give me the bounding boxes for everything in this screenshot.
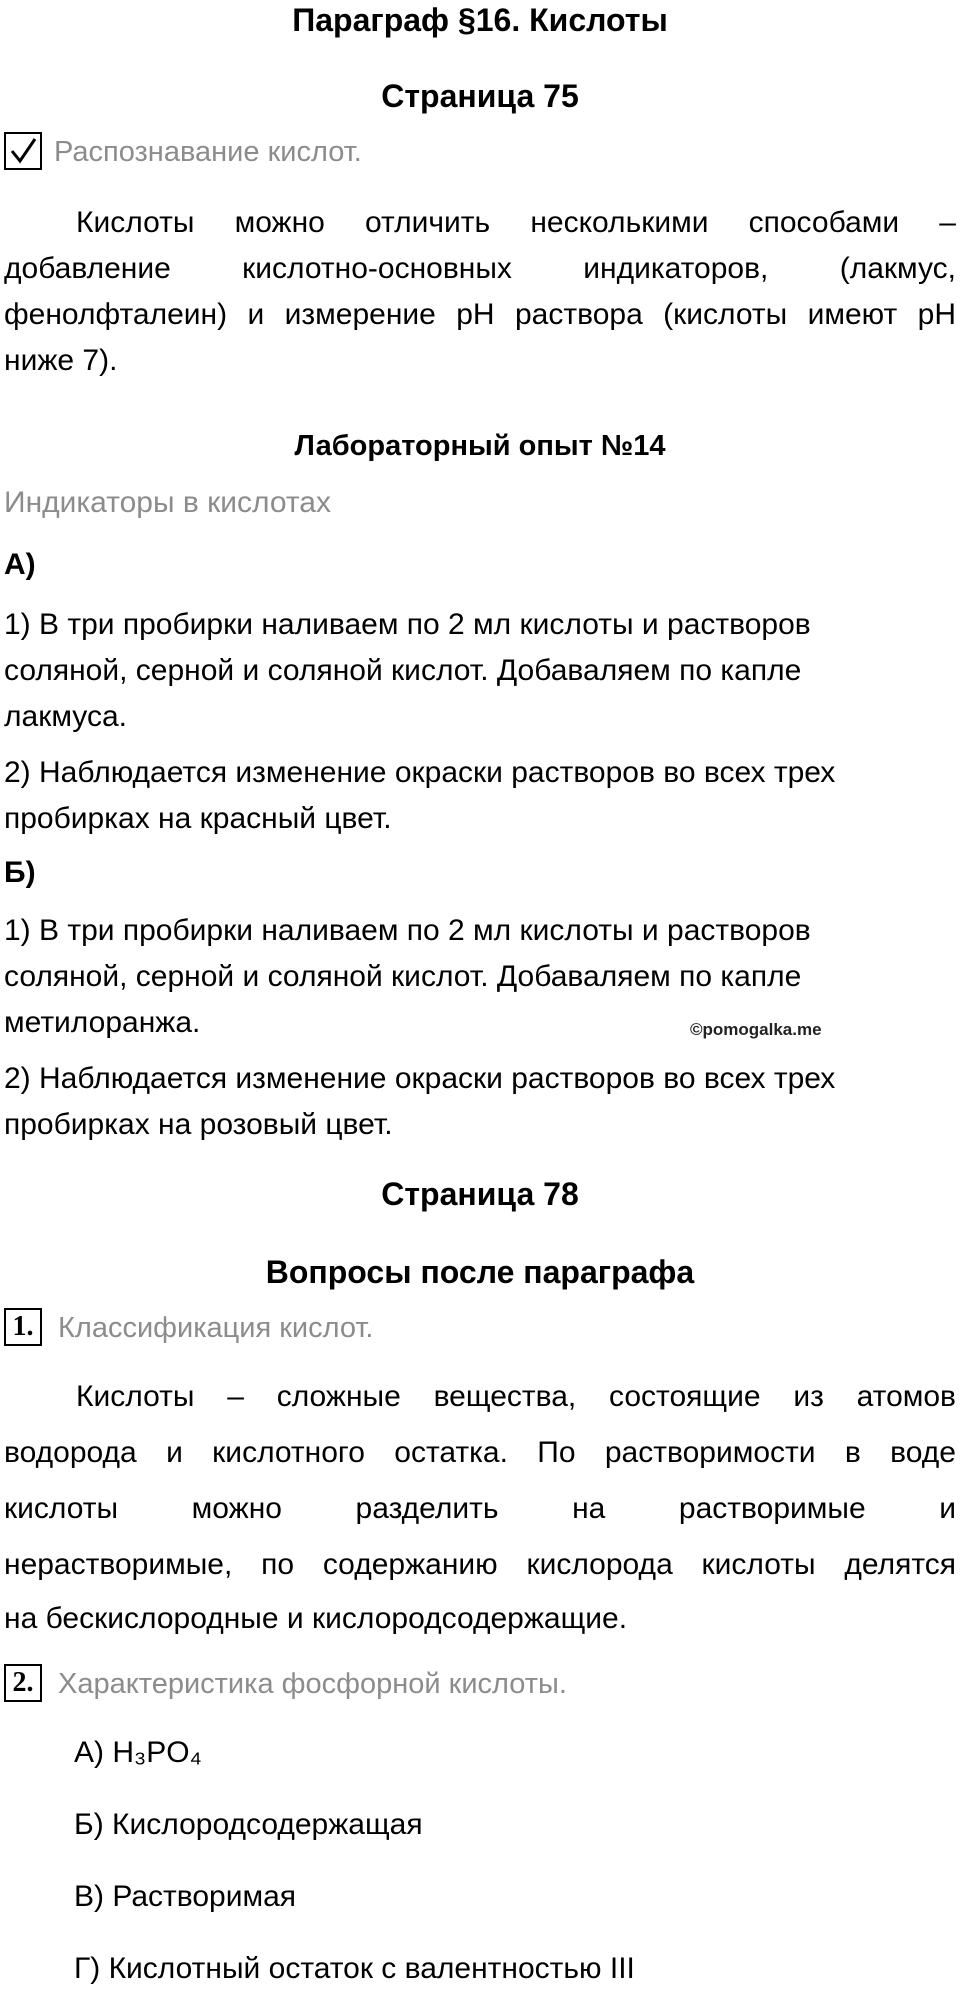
text-line: кислоты можно разделить на растворимые и [4,1492,956,1525]
paragraph-title: Параграф §16. Кислоты [292,2,668,38]
text-line: 1) В три пробирки наливаем по 2 мл кислоты и растворов [4,608,811,641]
question-1-number: 1. [4,1308,42,1346]
answer-item: А) H₃PO₄ [74,1736,202,1769]
text-line: 2) Наблюдается изменение окраски растворов во всех трех [4,1062,836,1095]
part-a-label: А) [4,548,36,581]
text-line: метилоранжа. [4,1006,201,1039]
check-mark-icon [4,132,42,170]
text-line: пробирках на розовый цвет. [4,1108,393,1141]
text-line: пробирках на красный цвет. [4,802,392,835]
text-line: 1) В три пробирки наливаем по 2 мл кислоты и растворов [4,914,811,947]
page-75-heading: Страница 75 [381,78,579,114]
task-topic-recognition: Распознавание кислот. [54,136,362,168]
text-line: 2) Наблюдается изменение окраски растворов во всех трех [4,756,836,789]
text-line: фенолфталеин) и измерение pH раствора (кислоты имеют pH [4,298,956,331]
page-78-heading: Страница 78 [381,1176,579,1212]
text-line: соляной, серной и соляной кислот. Добаваляем по капле [4,960,802,993]
text-line: водорода и кислотного остатка. По растворимости в воде [4,1436,956,1469]
watermark: ©pomogalka.me [690,1020,822,1039]
text-line: добавление кислотно-основных индикаторов, (лакмус, [4,252,956,285]
text-line: лакмуса. [4,700,127,733]
answer-item: Б) Кислородсодержащая [74,1808,423,1841]
answer-item: В) Растворимая [74,1880,297,1913]
text-line: Кислоты – сложные вещества, состоящие из атомов [76,1380,956,1413]
lab-subtitle: Индикаторы в кислотах [4,486,331,519]
part-b-label: Б) [4,856,36,889]
text-line: Кислоты можно отличить несколькими способами – [76,206,956,239]
lab-title: Лабораторный опыт №14 [294,430,666,462]
text-line: на бескислородные и кислородсодержащие. [4,1602,628,1635]
answer-item: Г) Кислотный остаток с валентностью III [74,1952,635,1985]
question-1-topic: Классификация кислот. [58,1312,374,1344]
text-line: нерастворимые, по содержанию кислорода кислоты делятся [4,1548,956,1581]
questions-heading: Вопросы после параграфа [265,1254,695,1290]
text-line: соляной, серной и соляной кислот. Добаваляем по капле [4,654,802,687]
question-2-topic: Характеристика фосфорной кислоты. [58,1668,567,1700]
question-2-number: 2. [4,1664,42,1702]
text-line: ниже 7). [4,344,118,377]
